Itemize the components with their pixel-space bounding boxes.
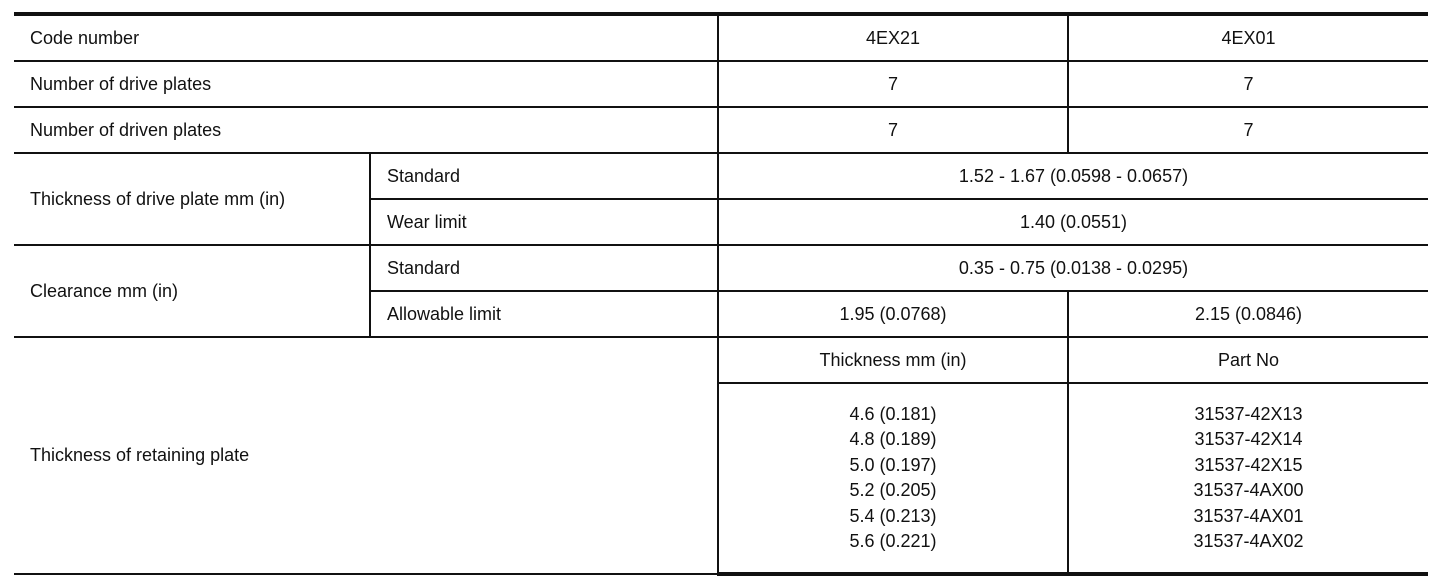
- drive-plate-standard-label: Standard: [370, 153, 718, 199]
- row-drive-plate-standard: [14, 153, 1428, 199]
- retaining-thickness-header: Thickness mm (in): [718, 337, 1068, 383]
- code-4ex01: 4EX01: [1068, 14, 1428, 61]
- list-item: 4.6 (0.181): [849, 403, 937, 424]
- drive-plates-value-b: 7: [1068, 61, 1428, 107]
- retaining-plate-label: Thickness of retaining plate: [14, 337, 718, 574]
- clearance-standard-label: Standard: [370, 245, 718, 291]
- retaining-part-list: [1068, 383, 1428, 574]
- row-retaining-plate-header: [14, 337, 1428, 383]
- list-item: 5.2 (0.205): [849, 480, 937, 500]
- row-driven-plates: [14, 107, 1428, 153]
- drive-plate-wear-value: 1.40 (0.0551): [718, 199, 1428, 245]
- drive-plates-label: Number of drive plates: [14, 61, 718, 107]
- code-4ex21: 4EX21: [718, 14, 1068, 61]
- clearance-allowable-value-a: 1.95 (0.0768): [718, 291, 1068, 337]
- list-item: 31537-42X13: [1194, 403, 1303, 424]
- driven-plates-label: Number of driven plates: [14, 107, 718, 153]
- list-item: 5.4 (0.213): [849, 505, 937, 526]
- drive-plate-standard-value: 1.52 - 1.67 (0.0598 - 0.0657): [718, 153, 1428, 199]
- list-item: 31537-4AX02: [1193, 531, 1304, 551]
- retaining-part-header: Part No: [1068, 337, 1428, 383]
- specification-table: [14, 12, 1428, 576]
- clearance-standard-value: 0.35 - 0.75 (0.0138 - 0.0295): [718, 245, 1428, 291]
- list-item: 31537-4AX00: [1193, 480, 1304, 500]
- list-item: 31537-4AX01: [1193, 505, 1304, 526]
- drive-plates-value-a: 7: [718, 61, 1068, 107]
- retaining-thickness-list: [718, 383, 1068, 574]
- list-item: 5.6 (0.221): [849, 531, 937, 551]
- drive-plate-thickness-label: Thickness of drive plate mm (in): [14, 153, 370, 245]
- drive-plate-wear-label: Wear limit: [370, 199, 718, 245]
- code-number-label: Code number: [14, 14, 718, 61]
- list-item: 5.0 (0.197): [849, 454, 937, 475]
- list-item: 31537-42X14: [1194, 429, 1303, 449]
- list-item: 31537-42X15: [1194, 454, 1303, 475]
- clearance-label: Clearance mm (in): [14, 245, 370, 337]
- clearance-allowable-label: Allowable limit: [370, 291, 718, 337]
- driven-plates-value-b: 7: [1068, 107, 1428, 153]
- row-code-number: [14, 14, 1428, 61]
- list-item: 4.8 (0.189): [849, 429, 937, 449]
- clearance-allowable-value-b: 2.15 (0.0846): [1068, 291, 1428, 337]
- row-drive-plates: [14, 61, 1428, 107]
- driven-plates-value-a: 7: [718, 107, 1068, 153]
- row-clearance-standard: [14, 245, 1428, 291]
